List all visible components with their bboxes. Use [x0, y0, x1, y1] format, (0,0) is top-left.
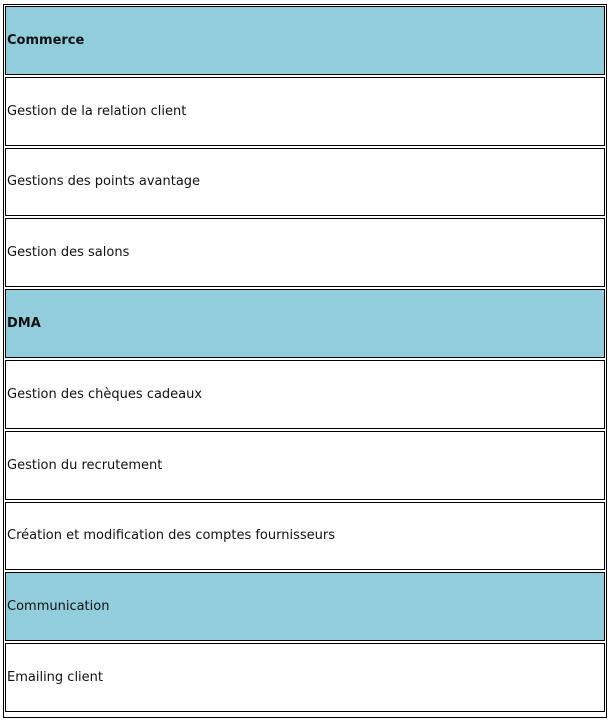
table-cell: Gestion des salons: [5, 218, 605, 287]
table-row: [5, 6, 605, 75]
table-row: [5, 572, 605, 641]
table-cell: Emailing client: [5, 643, 605, 712]
table-row: [5, 643, 605, 712]
document-table: [3, 4, 607, 718]
table-cell: Gestion de la relation client: [5, 77, 605, 146]
table-cell: Gestions des points avantage: [5, 148, 605, 217]
section-header-communication: Communication: [5, 572, 605, 641]
table-row: [5, 289, 605, 358]
table-row: [5, 148, 605, 217]
services-table: [5, 4, 605, 714]
table-row: [5, 431, 605, 500]
table-row: [5, 77, 605, 146]
section-header-dma: DMA: [5, 289, 605, 358]
table-row: [5, 360, 605, 429]
table-row: [5, 218, 605, 287]
table-cell: Gestion du recrutement: [5, 431, 605, 500]
table-row: [5, 502, 605, 571]
table-cell: Gestion des chèques cadeaux: [5, 360, 605, 429]
section-header-commerce: Commerce: [5, 6, 605, 75]
table-cell: Création et modification des comptes fournisseurs: [5, 502, 605, 571]
